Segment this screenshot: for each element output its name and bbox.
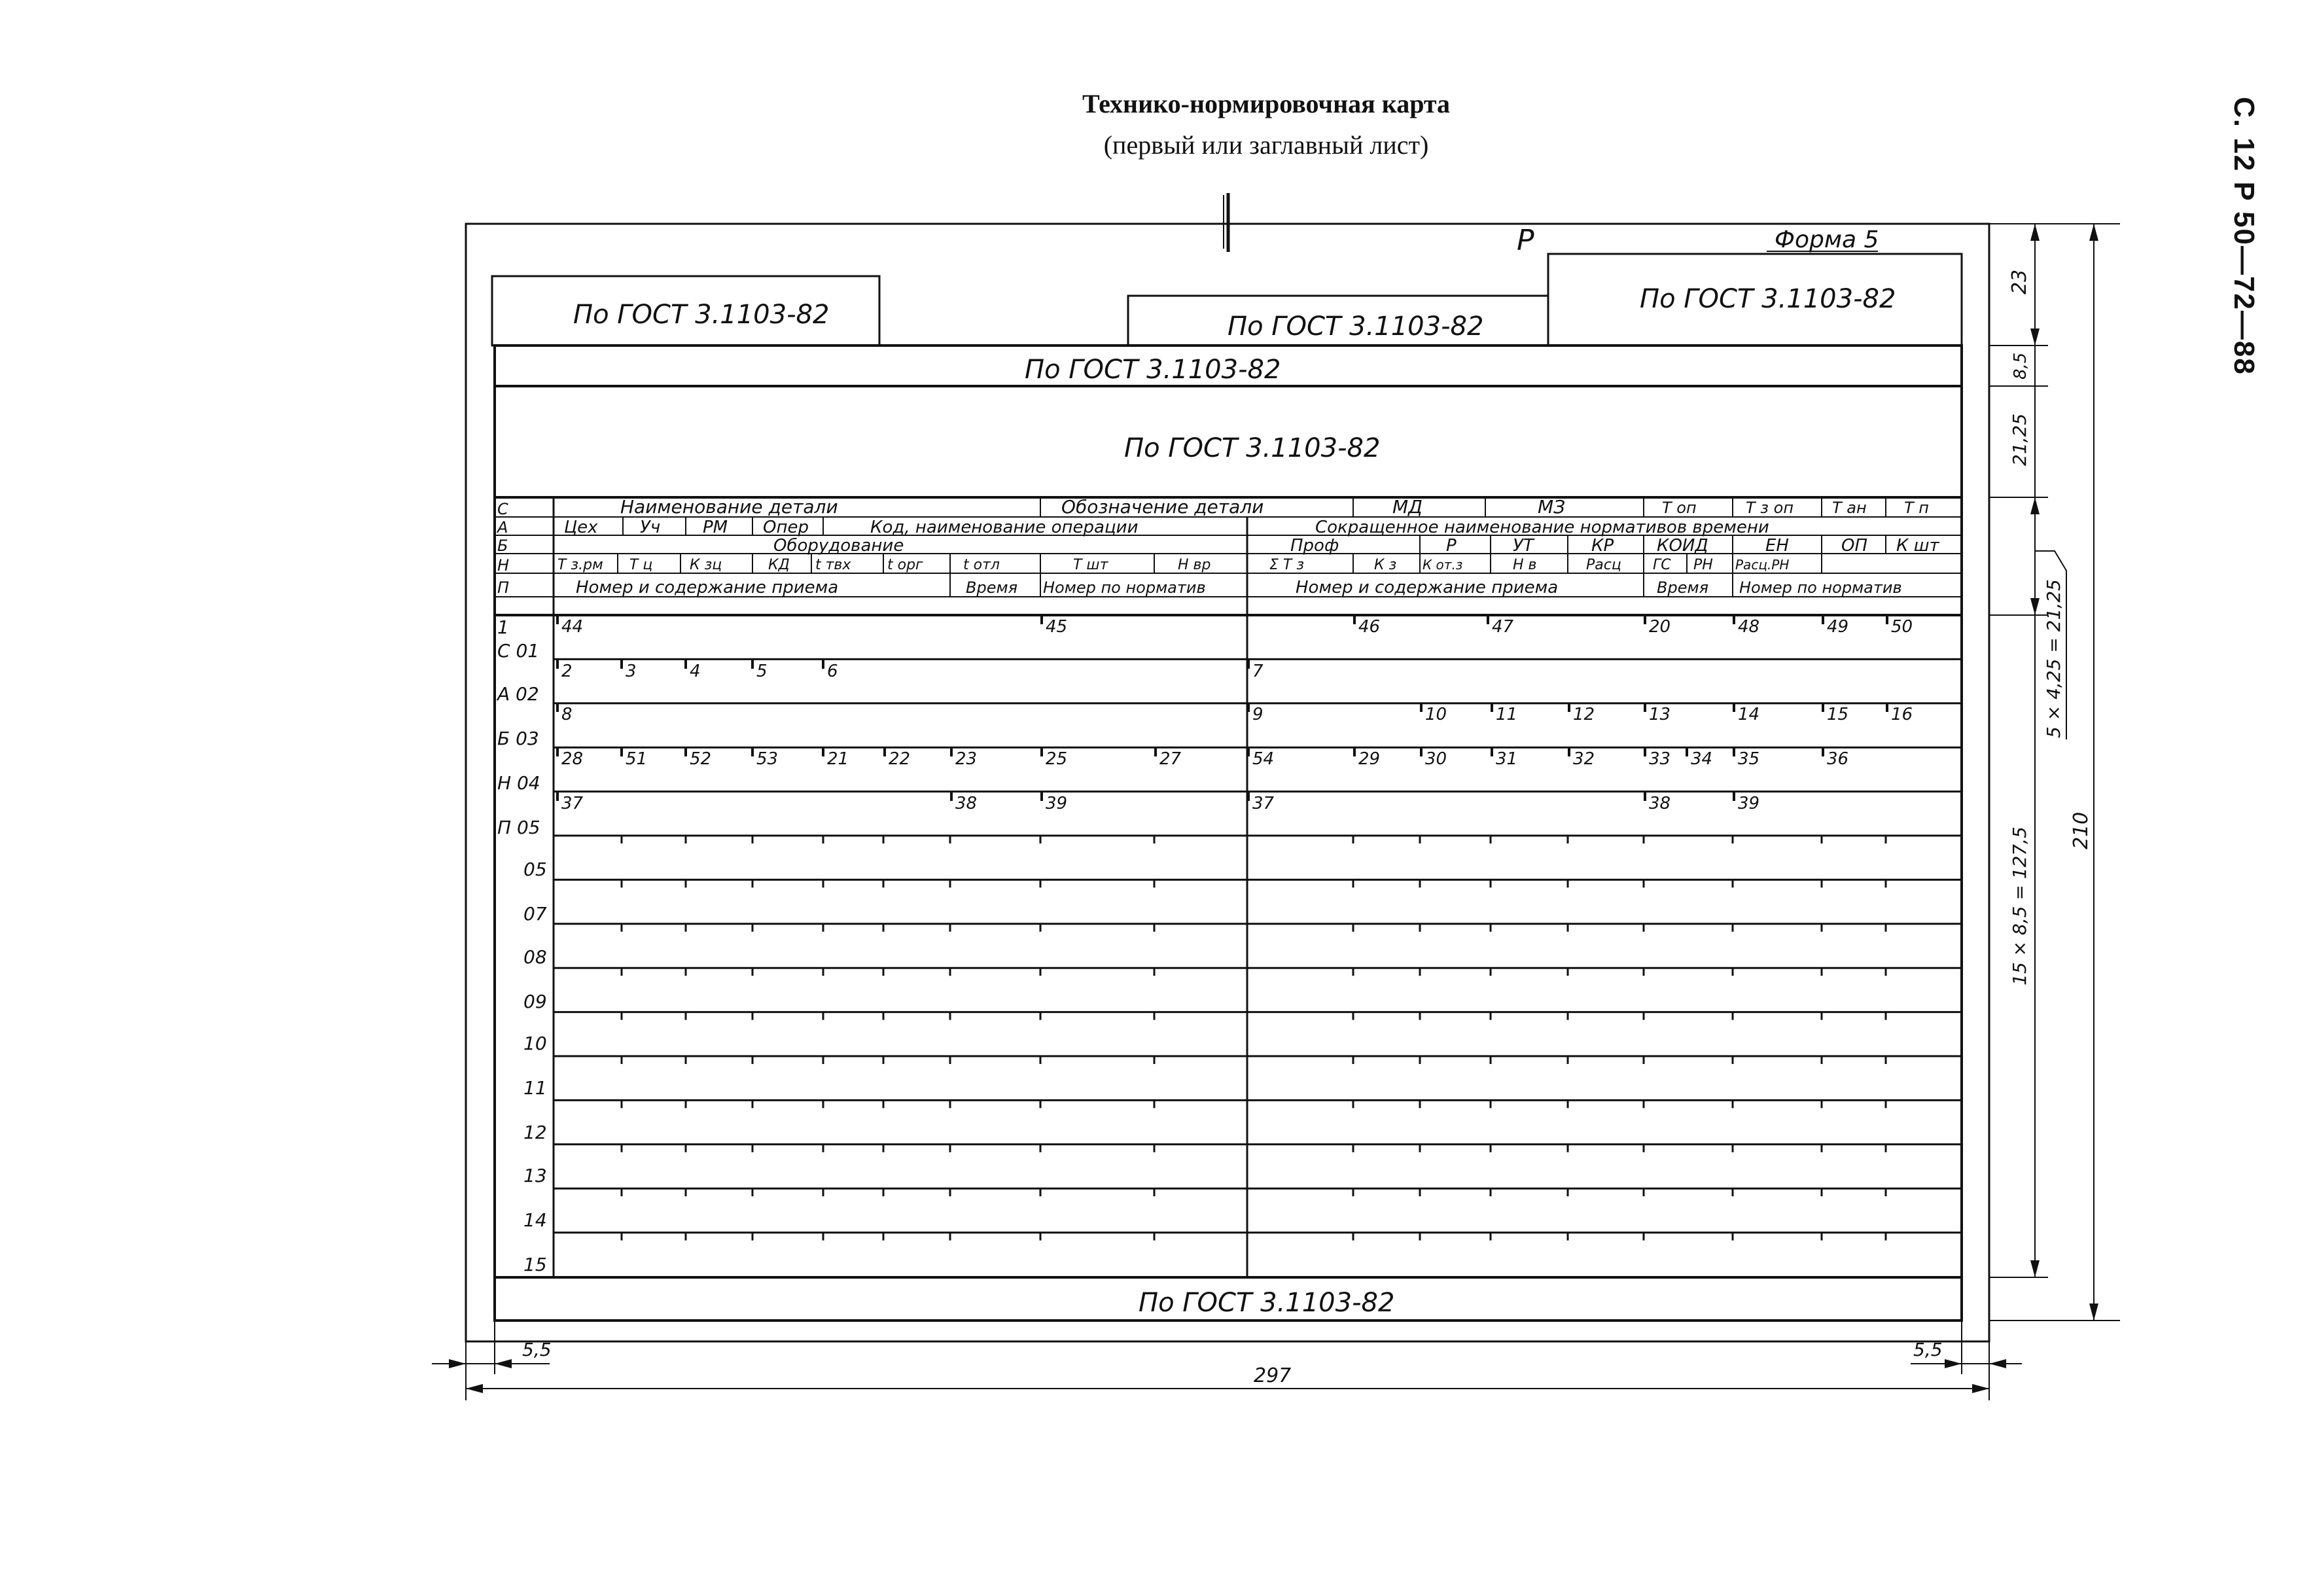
field-number: 48 xyxy=(1738,617,1760,637)
hdr-designation-detail: Обозначение детали xyxy=(1061,496,1264,518)
field-number: 35 xyxy=(1738,749,1760,769)
hdr-nv: Н в xyxy=(1513,557,1537,573)
field-number: 27 xyxy=(1159,749,1182,769)
hdr-tc: Т ц xyxy=(629,557,653,573)
hdr-en: ЕН xyxy=(1765,536,1789,556)
field-number: 2 xyxy=(561,662,573,681)
row-code-p: П xyxy=(497,578,510,597)
hdr-time: Время xyxy=(966,578,1018,597)
field-number: 9 xyxy=(1252,705,1264,724)
hdr-koid: КОИД xyxy=(1657,536,1708,556)
row-label: Н 04 xyxy=(497,772,540,794)
hdr-rasc: Расц xyxy=(1586,557,1621,573)
dim-297: 297 xyxy=(1254,1364,1292,1387)
row-label: П 05 xyxy=(497,817,540,838)
dim-arrows xyxy=(2030,224,2098,1321)
field-number: 30 xyxy=(1425,749,1447,769)
field-number: 15 xyxy=(1827,705,1849,724)
field-number: 28 xyxy=(561,749,584,769)
field-number: 22 xyxy=(889,749,911,769)
field-number: 8 xyxy=(561,705,573,724)
row-code-b: Б xyxy=(497,537,508,555)
hdr-tp: Т п xyxy=(1904,499,1929,517)
row-code-c: С xyxy=(497,500,508,518)
field-number: 38 xyxy=(1649,794,1671,813)
hdr-tsht: Т шт xyxy=(1073,557,1108,573)
row-label: 11 xyxy=(523,1077,547,1099)
field-number: 51 xyxy=(626,749,648,769)
field-number: 32 xyxy=(1573,749,1595,769)
field-number: 10 xyxy=(1425,705,1447,724)
field-number: 34 xyxy=(1691,749,1713,769)
field-number: 29 xyxy=(1358,749,1381,769)
page-number-text: С. 12 Р 50—72—88 xyxy=(2228,97,2260,376)
hdr-oper: Опер xyxy=(763,518,809,537)
dim-23: 23 xyxy=(2008,269,2031,294)
hdr-name-detail: Наименование детали xyxy=(620,496,838,518)
hdr-shop: Цех xyxy=(564,518,598,537)
hdr-gs: ГС xyxy=(1653,557,1671,573)
field-number: 37 xyxy=(1252,794,1275,813)
gost-text-top-left: По ГОСТ 3.1103-82 xyxy=(573,300,830,330)
row-label: А 02 xyxy=(497,683,539,705)
dim-8-5: 8,5 xyxy=(2011,352,2030,380)
hdr-kr: КР xyxy=(1591,536,1614,556)
gost-text-wide: По ГОСТ 3.1103-82 xyxy=(1124,433,1381,463)
page-title: Технико-нормировочная карта xyxy=(1082,89,1451,118)
hdr-r: Р xyxy=(1446,536,1457,556)
hdr-step-content: Номер и содержание приема xyxy=(576,578,839,597)
body-grid xyxy=(554,659,1962,1240)
field-number: 49 xyxy=(1827,617,1849,637)
field-number: 13 xyxy=(1649,705,1671,724)
form-label: Форма 5 xyxy=(1775,226,1879,253)
field-number: 14 xyxy=(1738,705,1760,724)
row-label: 1 xyxy=(497,616,509,638)
row-label: Б 03 xyxy=(497,728,539,749)
hdr-kotz: К от.з xyxy=(1423,557,1463,573)
hdr-prof: Проф xyxy=(1290,536,1339,556)
field-number: 5 xyxy=(756,662,768,681)
field-number: 54 xyxy=(1252,749,1275,769)
field-number: 47 xyxy=(1492,617,1514,637)
field-number: 37 xyxy=(561,794,584,813)
dim-21-25: 21,25 xyxy=(2009,413,2030,466)
row-label: 14 xyxy=(523,1209,547,1231)
hdr-ut: УТ xyxy=(1513,536,1534,556)
field-number: 44 xyxy=(561,617,584,637)
gost-text-top-middle: По ГОСТ 3.1103-82 xyxy=(1228,311,1484,342)
field-number: 50 xyxy=(1891,617,1913,637)
field-number: 12 xyxy=(1573,705,1595,724)
row-label: С 01 xyxy=(497,640,540,662)
field-number: 39 xyxy=(1046,794,1068,813)
field-number: 3 xyxy=(626,662,637,681)
hdr-md: МД xyxy=(1392,496,1423,518)
mark-r: Р xyxy=(1517,224,1534,257)
field-number: 6 xyxy=(827,662,838,681)
sheet-frame xyxy=(466,224,1989,1341)
hdr-sum-tz: Σ Т з xyxy=(1269,557,1305,573)
hdr-kz: К з xyxy=(1374,557,1397,573)
hdr-tzop: Т з оп xyxy=(1746,499,1794,517)
main-frame xyxy=(495,346,1962,1321)
field-number: 38 xyxy=(955,794,978,813)
row-label: 13 xyxy=(523,1165,547,1186)
hdr-mz: МЗ xyxy=(1538,496,1566,518)
hdr-tzrm: Т з.рм xyxy=(557,557,603,573)
hdr-top: Т оп xyxy=(1662,499,1697,517)
hdr-rm: РМ xyxy=(703,518,728,537)
dim-5x: 5 × 4,25 = 21,25 xyxy=(2043,579,2064,738)
field-number: 33 xyxy=(1649,749,1671,769)
field-number: 39 xyxy=(1738,794,1760,813)
hdr-norm-number-2: Номер по норматив xyxy=(1739,578,1902,597)
dim-5-5-right: 5,5 xyxy=(1913,1339,1943,1360)
hdr-nvr: Н вр xyxy=(1178,557,1211,573)
hdr-operation-name: Код, наименование операции xyxy=(870,518,1139,537)
field-number: 20 xyxy=(1649,617,1671,637)
hdr-step-content-2: Номер и содержание приема xyxy=(1296,578,1559,597)
row-labels xyxy=(496,616,547,1275)
hdr-norm-number: Номер по норматив xyxy=(1043,578,1206,597)
hdr-section: Уч xyxy=(640,518,661,537)
field-number: 23 xyxy=(955,749,978,769)
dim-15x: 15 × 8,5 = 127,5 xyxy=(2009,826,2030,985)
page-subtitle: (первый или заглавный лист) xyxy=(1103,130,1429,160)
field-number: 11 xyxy=(1496,705,1518,724)
row-label: 07 xyxy=(523,903,547,925)
dim-5-5-left: 5,5 xyxy=(522,1339,552,1360)
field-number: 53 xyxy=(756,749,779,769)
field-numbers xyxy=(557,615,1913,813)
field-number: 21 xyxy=(827,749,849,769)
row-label: 10 xyxy=(523,1033,547,1054)
hdr-torg: t орг xyxy=(887,557,923,573)
dim-210: 210 xyxy=(2070,811,2093,849)
hdr-kzc: К зц xyxy=(690,557,722,573)
hdr-totl: t отл xyxy=(963,557,1000,573)
row-code-a: А xyxy=(497,518,508,537)
hdr-equipment: Оборудование xyxy=(773,536,904,556)
field-number: 7 xyxy=(1252,662,1264,681)
field-number: 45 xyxy=(1046,617,1068,637)
hdr-rasc-rn: Расц.РН xyxy=(1735,557,1790,573)
gost-text-bottom: По ГОСТ 3.1103-82 xyxy=(1139,1288,1395,1318)
gost-text-band: По ГОСТ 3.1103-82 xyxy=(1025,355,1281,385)
hdr-tan: Т ан xyxy=(1832,499,1867,517)
hdr-time-norms: Сокращенное наименование нормативов времени xyxy=(1315,518,1769,537)
hdr-op: ОП xyxy=(1841,536,1868,556)
hdr-time-2: Время xyxy=(1657,578,1709,597)
field-number: 4 xyxy=(690,662,701,681)
gost-text-top-right: По ГОСТ 3.1103-82 xyxy=(1640,284,1896,314)
row-label: 15 xyxy=(523,1254,547,1275)
row-label: 08 xyxy=(523,946,547,968)
hdr-kpc: К шт xyxy=(1896,536,1939,556)
field-number: 36 xyxy=(1827,749,1849,769)
field-number: 46 xyxy=(1358,617,1381,637)
field-number: 25 xyxy=(1046,749,1068,769)
field-number: 52 xyxy=(690,749,712,769)
field-number: 31 xyxy=(1496,749,1518,769)
hdr-kd: КД xyxy=(768,557,790,573)
row-label: 12 xyxy=(523,1122,547,1143)
row-code-n: Н xyxy=(497,556,510,575)
field-number: 16 xyxy=(1891,705,1913,724)
hdr-rn: РН xyxy=(1693,557,1713,573)
row-label: 05 xyxy=(523,859,547,880)
hdr-ttvx: t твх xyxy=(815,557,851,573)
row-label: 09 xyxy=(523,991,547,1012)
